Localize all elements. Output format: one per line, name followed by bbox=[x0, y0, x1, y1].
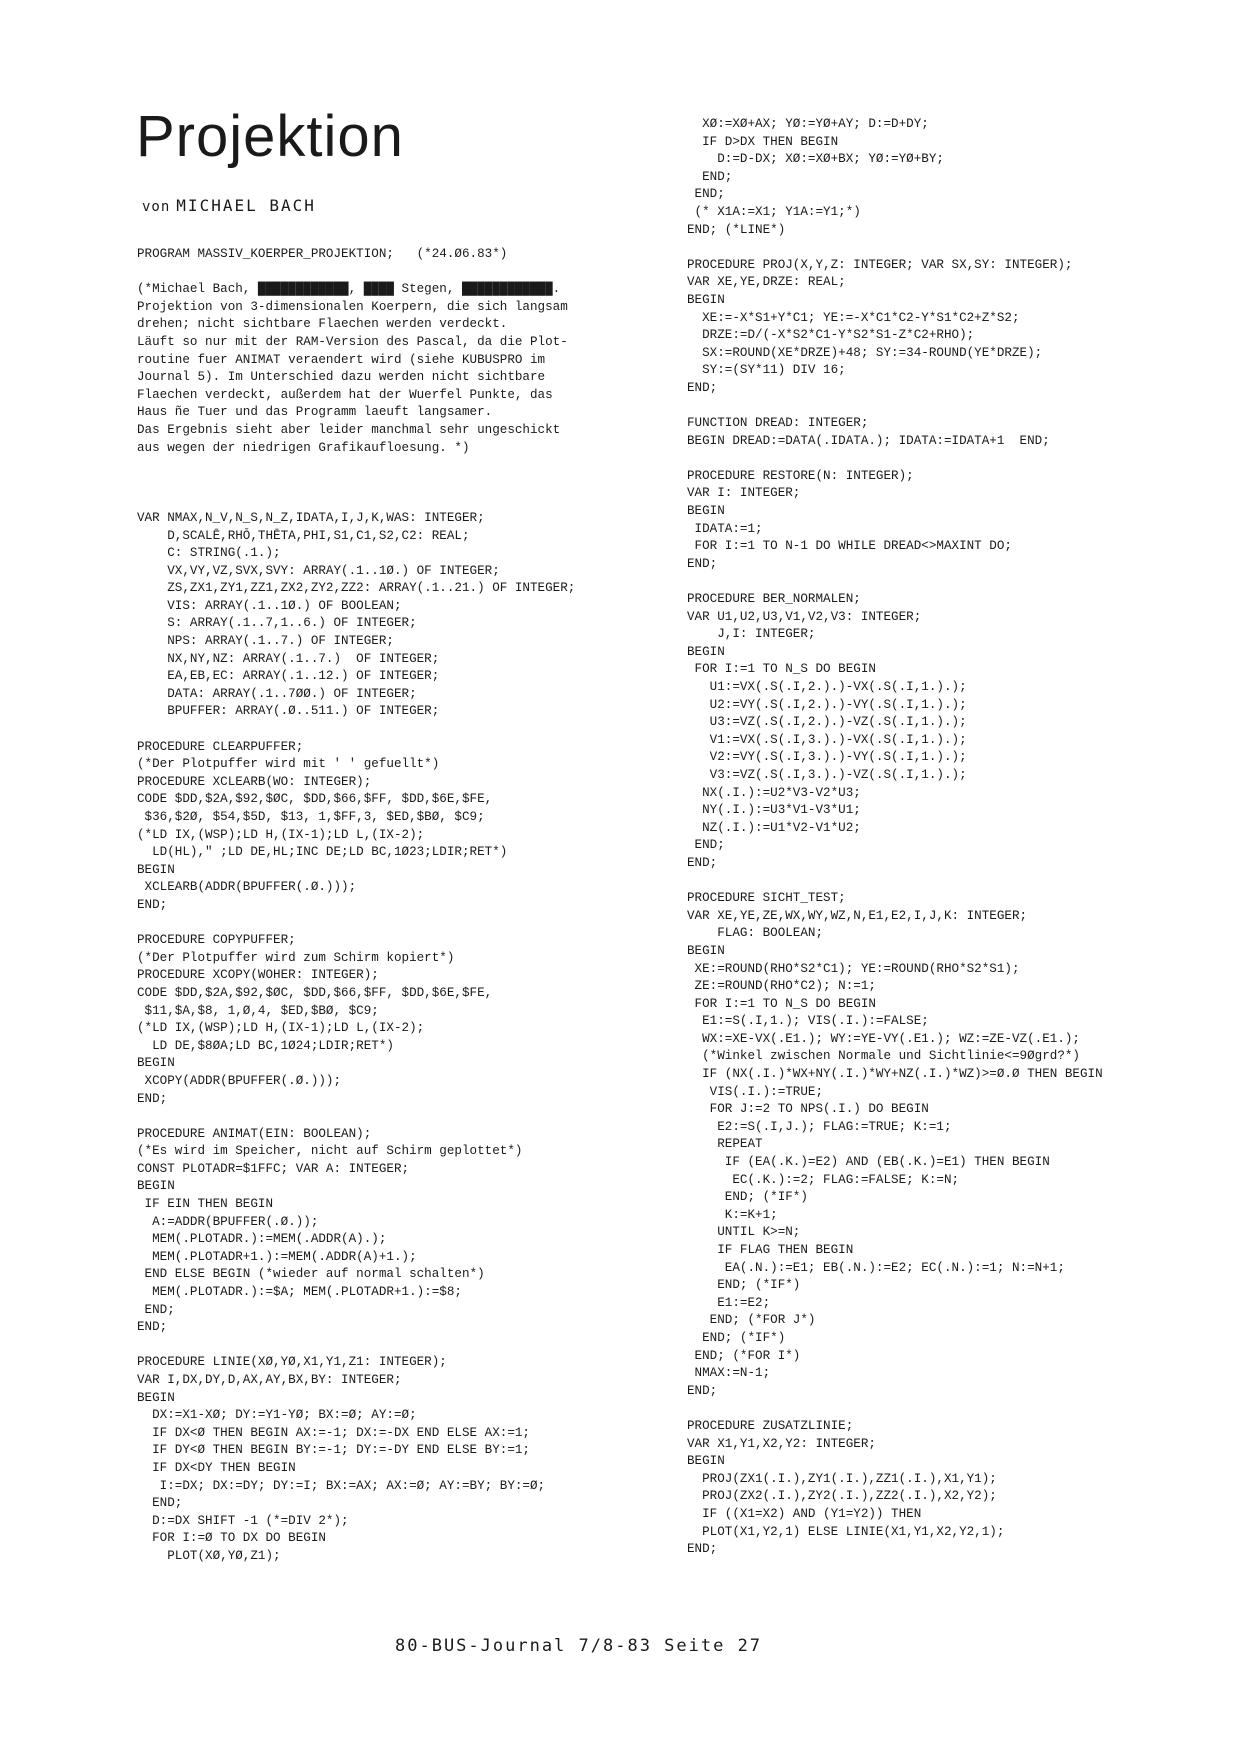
byline bbox=[142, 198, 316, 214]
code-listing-left-column: PROGRAM MASSIV_KOERPER_PROJEKTION; (*24.Ø6.83*) (*Michael Bach, ████████████, ████ Stegen, ████████████. Projektion von 3-dimensionalen Koerpern, die sich langsam drehen; nicht sichtbare Flaechen werden verdeckt. Läuft so nur mit der RAM-Version des Pascal, da die Plot- routine fuer ANIMAT veraendert wird (siehe KUBUSPRO im Journal 5). Im Unterschied dazu werden nicht sichtbare Flaechen verdeckt, außerdem hat der Wuerfel Punkte, das Haus ñe Tuer und das Programm laeuft langsamer. Das Ergebnis sieht aber leider manchmal sehr ungeschickt aus wegen der niedrigen Grafikaufloesung. *) VAR NMAX,N_V,N_S,N_Z,IDATA,I,J,K,WAS: INTEGER; D,SCALĒ,RHŌ,THĒTA,PHI,S1,C1,S2,C2: REAL; C: STRING(.1.); VX,VY,VZ,SVX,SVY: ARRAY(.1..1Ø.) OF INTEGER; ZS,ZX1,ZY1,ZZ1,ZX2,ZY2,ZZ2: ARRAY(.1..21.) OF INTEGER; VIS: ARRAY(.1..1Ø.) OF BOOLEAN; S: ARRAY(.1..7,1..6.) OF INTEGER; NPS: ARRAY(.1..7.) OF INTEGER; NX,NY,NZ: ARRAY(.1..7.) OF INTEGER; EA,EB,EC: ARRAY(.1..12.) OF INTEGER; DATA: ARRAY(.1..7ØØ.) OF INTEGER; BPUFFER: ARRAY(.Ø..511.) OF INTEGER; PROCEDURE CLEARPUFFER; (*Der Plotpuffer wird mit ' ' gefuellt*) PROCEDURE XCLEARB(WO: INTEGER); CODE $DD,$2A,$92,$ØC, $DD,$66,$FF, $DD,$6E,$FE, $36,$2Ø, $54,$5D, $13, 1,$FF,3, $ED,$BØ, $C9; (*LD IX,(WSP);LD H,(IX-1);LD L,(IX-2); LD(HL)," ;LD DE,HL;INC DE;LD BC,1Ø23;LDIR;RET*) BEGIN XCLEARB(ADDR(BPUFFER(.Ø.))); END; PROCEDURE COPYPUFFER; (*Der Plotpuffer wird zum Schirm kopiert*) PROCEDURE XCOPY(WOHER: INTEGER); CODE $DD,$2A,$92,$ØC, $DD,$66,$FF, $DD,$6E,$FE, $11,$A,$8, 1,Ø,4, $ED,$BØ, $C9; (*LD IX,(WSP);LD H,(IX-1);LD L,(IX-2); LD DE,$8ØA;LD BC,1Ø24;LDIR;RET*) BEGIN XCOPY(ADDR(BPUFFER(.Ø.))); END; PROCEDURE ANIMAT(EIN: BOOLEAN); (*Es wird im Speicher, nicht auf Schirm geplottet*) CONST PLOTADR=$1FFC; VAR A: INTEGER; BEGIN IF EIN THEN BEGIN A:=ADDR(BPUFFER(.Ø.)); MEM(.PLOTADR.):=MEM(.ADDR(A).); MEM(.PLOTADR+1.):=MEM(.ADDR(A)+1.); END ELSE BEGIN (*wieder auf normal schalten*) MEM(.PLOTADR.):=$A; MEM(.PLOTADR+1.):=$8; END; END; PROCEDURE LINIE(XØ,YØ,X1,Y1,Z1: INTEGER); VAR I,DX,DY,D,AX,AY,BX,BY: INTEGER; BEGIN DX:=X1-XØ; DY:=Y1-YØ; BX:=Ø; AY:=Ø; IF DX<Ø THEN BEGIN AX:=-1; DX:=-DX END ELSE AX:=1; IF DY<Ø THEN BEGIN BY:=-1; DY:=-DY END ELSE BY:=1; IF DX<DY THEN BEGIN I:=DX; DX:=DY; DY:=I; BX:=AX; AX:=Ø; AY:=BY; BY:=Ø; END; D:=DX SHIFT -1 (*=DIV 2*); FOR I:=Ø TO DX DO BEGIN PLOT(XØ,YØ,Z1); bbox=[137, 247, 576, 1563]
article-title: Projektion bbox=[136, 104, 404, 169]
byline-author: MICHAEL BACH bbox=[176, 196, 316, 215]
code-listing-right-column: XØ:=XØ+AX; YØ:=YØ+AY; D:=D+DY; IF D>DX THEN BEGIN D:=D-DX; XØ:=XØ+BX; YØ:=YØ+BY; END; END; (* X1A:=X1; Y1A:=Y1;*) END; (*LINE*) PROCEDURE PROJ(X,Y,Z: INTEGER; VAR SX,SY: INTEGER); VAR XE,YE,DRZE: REAL; BEGIN XE:=-X*S1+Y*C1; YE:=-X*C1*C2-Y*S1*C2+Z*S2; DRZE:=D/(-X*S2*C1-Y*S2*S1-Z*C2+RHO); SX:=ROUND(XE*DRZE)+48; SY:=34-ROUND(YE*DRZE); SY:=(SY*11) DIV 16; END; FUNCTION DREAD: INTEGER; BEGIN DREAD:=DATA(.IDATA.); IDATA:=IDATA+1 END; PROCEDURE RESTORE(N: INTEGER); VAR I: INTEGER; BEGIN IDATA:=1; FOR I:=1 TO N-1 DO WHILE DREAD<>MAXINT DO; END; PROCEDURE BER_NORMALEN; VAR U1,U2,U3,V1,V2,V3: INTEGER; J,I: INTEGER; BEGIN FOR I:=1 TO N_S DO BEGIN U1:=VX(.S(.I,2.).)-VX(.S(.I,1.).); U2:=VY(.S(.I,2.).)-VY(.S(.I,1.).); U3:=VZ(.S(.I,2.).)-VZ(.S(.I,1.).); V1:=VX(.S(.I,3.).)-VX(.S(.I,1.).); V2:=VY(.S(.I,3.).)-VY(.S(.I,1.).); V3:=VZ(.S(.I,3.).)-VZ(.S(.I,1.).); NX(.I.):=U2*V3-V2*U3; NY(.I.):=U3*V1-V3*U1; NZ(.I.):=U1*V2-V1*U2; END; END; PROCEDURE SICHT_TEST; VAR XE,YE,ZE,WX,WY,WZ,N,E1,E2,I,J,K: INTEGER; FLAG: BOOLEAN; BEGIN XE:=ROUND(RHO*S2*C1); YE:=ROUND(RHO*S2*S1); ZE:=ROUND(RHO*C2); N:=1; FOR I:=1 TO N_S DO BEGIN E1:=S(.I,1.); VIS(.I.):=FALSE; WX:=XE-VX(.E1.); WY:=YE-VY(.E1.); WZ:=ZE-VZ(.E1.); (*Winkel zwischen Normale und Sichtlinie<=9Øgrd?*) IF (NX(.I.)*WX+NY(.I.)*WY+NZ(.I.)*WZ)>=Ø.Ø THEN BEGIN VIS(.I.):=TRUE; FOR J:=2 TO NPS(.I.) DO BEGIN E2:=S(.I,J.); FLAG:=TRUE; K:=1; REPEAT IF (EA(.K.)=E2) AND (EB(.K.)=E1) THEN BEGIN EC(.K.):=2; FLAG:=FALSE; K:=N; END; (*IF*) K:=K+1; UNTIL K>=N; IF FLAG THEN BEGIN EA(.N.):=E1; EB(.N.):=E2; EC(.N.):=1; N:=N+1; END; (*IF*) E1:=E2; END; (*FOR J*) END; (*IF*) END; (*FOR I*) NMAX:=N-1; END; PROCEDURE ZUSATZLINIE; VAR X1,Y1,X2,Y2: INTEGER; BEGIN PROJ(ZX1(.I.),ZY1(.I.),ZZ1(.I.),X1,Y1); PROJ(ZX2(.I.),ZY2(.I.),ZZ2(.I.),X2,Y2); IF ((X1=X2) AND (Y1=Y2)) THEN PLOT(X1,Y2,1) ELSE LINIE(X1,Y1,X2,Y2,1); END; bbox=[687, 117, 1103, 1557]
page-footer: 80-BUS-Journal 7/8-83 Seite 27 bbox=[395, 1636, 763, 1656]
byline-von: von bbox=[142, 199, 171, 215]
